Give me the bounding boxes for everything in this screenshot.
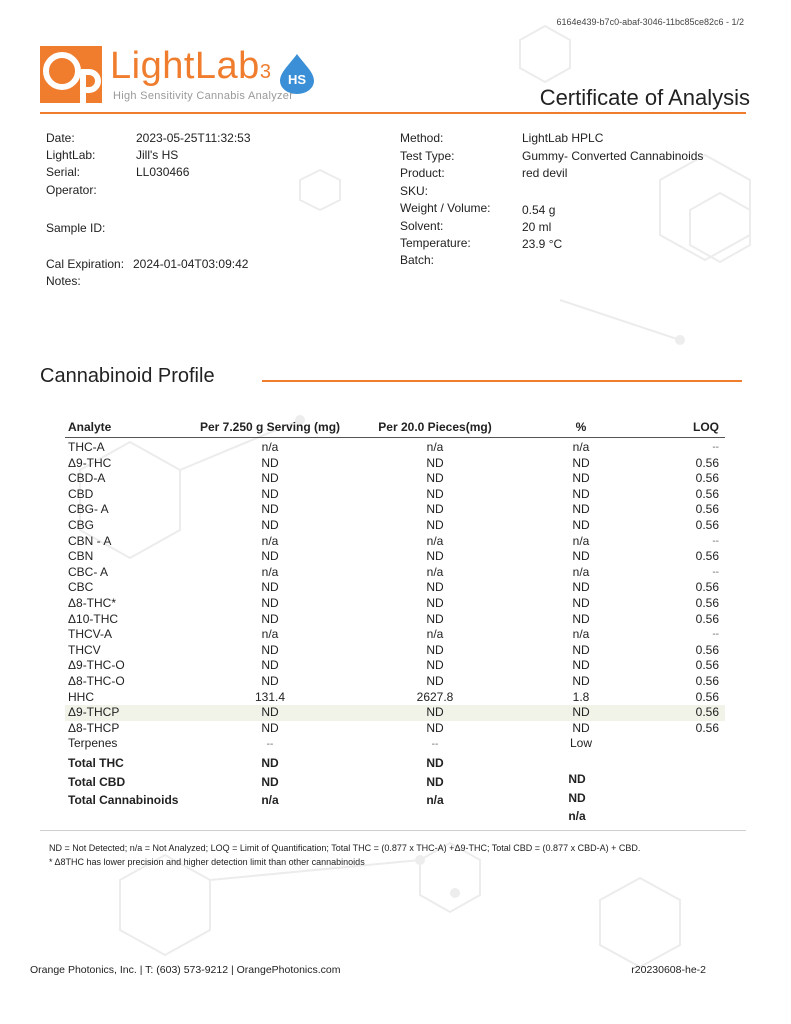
cell-loq: 0.56 <box>695 580 719 595</box>
header-serving: Per 7.250 g Serving (mg) <box>199 420 341 434</box>
total-cbd-pieces: ND <box>426 775 444 789</box>
header-analyte: Analyte <box>68 420 112 434</box>
cell-analyte: CBC <box>68 580 94 595</box>
cell-serving: n/a <box>261 440 279 454</box>
cell-loq: -- <box>712 442 719 453</box>
total-cannabinoids-label: Total Cannabinoids <box>68 793 179 807</box>
cell-analyte: THC-A <box>68 440 105 454</box>
table-body <box>65 440 725 752</box>
cell-serving: n/a <box>261 627 279 642</box>
date-value: 2023-05-25T11:32:53 <box>136 131 251 145</box>
cell-analyte: Δ9-THCP <box>68 705 120 720</box>
method-value: LightLab HPLC <box>522 131 604 145</box>
logo-tagline: High Sensitivity Cannabis Analyzer <box>113 90 294 102</box>
table-row <box>65 565 725 581</box>
cell-serving: ND <box>261 611 279 626</box>
total-cannabinoids-serving: n/a <box>261 793 279 807</box>
cell-analyte: Δ10-THC <box>68 611 119 626</box>
cell-serving: ND <box>261 580 279 595</box>
table-row <box>65 612 725 628</box>
cell-serving: ND <box>261 549 279 564</box>
cell-loq: 0.56 <box>695 642 719 657</box>
date-label: Date: <box>46 131 75 145</box>
cell-serving: -- <box>266 739 274 751</box>
cell-serving: 131.4 <box>254 689 286 704</box>
cell-loq: 0.56 <box>695 673 719 688</box>
solvent-value: 20 ml <box>522 220 552 234</box>
footnote-d8thc: * Δ8THC has lower precision and higher detection limit than other cannabinoids <box>49 857 365 867</box>
header-percent: % <box>575 420 587 434</box>
cell-percent: ND <box>572 705 590 720</box>
cell-serving: ND <box>261 642 279 657</box>
cell-percent: 1.8 <box>572 689 590 704</box>
header-pieces: Per 20.0 Pieces(mg) <box>378 420 492 434</box>
cell-pieces: ND <box>426 455 444 470</box>
cell-loq: -- <box>712 629 719 641</box>
cell-pieces: ND <box>426 720 444 735</box>
cell-loq: 0.56 <box>695 611 719 626</box>
table-row <box>65 549 725 565</box>
cell-analyte: Δ9-THC <box>68 455 112 470</box>
lightlab-label: LightLab: <box>46 148 96 162</box>
cell-analyte: THCV <box>68 642 101 657</box>
cell-serving: ND <box>261 517 279 532</box>
cell-analyte: CBC- A <box>68 564 109 579</box>
cell-analyte: Δ8-THC-O <box>68 673 125 688</box>
cell-pieces: ND <box>426 705 444 720</box>
footnote-divider <box>40 830 746 831</box>
logo-name-text: LightLab <box>110 45 260 87</box>
logo-name <box>110 44 271 94</box>
weight-label: Weight / Volume: <box>400 201 491 215</box>
cell-percent: ND <box>572 502 590 517</box>
cell-serving: n/a <box>261 564 279 579</box>
table-row <box>65 690 725 706</box>
table-row <box>65 456 725 472</box>
cell-analyte: Terpenes <box>68 736 118 751</box>
cell-pieces: ND <box>426 611 444 626</box>
cell-serving: ND <box>261 471 279 486</box>
cell-analyte: CBN - A <box>68 533 112 548</box>
cell-analyte: Δ8-THCP <box>68 720 120 735</box>
test-type-value: Gummy- Converted Cannabinoids <box>522 149 704 163</box>
cell-analyte: CBG <box>68 517 95 532</box>
page-title: Certificate of Analysis <box>539 85 750 110</box>
cell-percent: Low <box>569 736 593 751</box>
solvent-label: Solvent: <box>400 219 444 233</box>
cell-loq: -- <box>712 566 719 578</box>
cell-loq: 0.56 <box>695 471 719 486</box>
cell-serving: ND <box>261 595 279 610</box>
cal-expiration-label: Cal Expiration: <box>46 257 125 271</box>
table-row <box>65 471 725 487</box>
test-type-label: Test Type: <box>400 149 455 163</box>
cell-pieces: ND <box>426 673 444 688</box>
hs-drop-badge-icon <box>274 52 320 94</box>
cell-pieces: n/a <box>426 533 444 548</box>
cell-percent: ND <box>572 580 590 595</box>
cannabinoid-table <box>65 417 725 752</box>
cell-percent: ND <box>572 658 590 673</box>
table-row <box>65 674 725 690</box>
cell-loq: 0.56 <box>695 720 719 735</box>
table-row <box>65 502 725 518</box>
header-loq: LOQ <box>693 420 719 434</box>
orange-photonics-logo <box>40 46 102 103</box>
table-row <box>65 518 725 534</box>
total-cbd-serving: ND <box>261 775 279 789</box>
cell-percent: n/a <box>572 440 590 454</box>
cell-pieces: ND <box>426 502 444 517</box>
table-row <box>65 627 725 643</box>
cell-loq: 0.56 <box>695 689 719 704</box>
total-cbd-percent: ND <box>568 791 586 805</box>
cell-percent: ND <box>572 471 590 486</box>
cell-percent: ND <box>572 642 590 657</box>
cell-analyte: HHC <box>68 689 94 704</box>
cell-serving: ND <box>261 486 279 501</box>
header-divider <box>40 112 746 114</box>
cell-percent: n/a <box>572 564 590 579</box>
cell-serving: ND <box>261 720 279 735</box>
footer-revision-code: r20230608-he-2 <box>631 964 706 976</box>
product-label: Product: <box>400 166 445 180</box>
batch-label: Batch: <box>400 253 435 267</box>
table-row <box>65 487 725 503</box>
cell-loq: 0.56 <box>695 595 719 610</box>
cell-pieces: n/a <box>426 440 444 454</box>
cell-pieces: ND <box>426 595 444 610</box>
lightlab-value: Jill's HS <box>136 148 179 162</box>
total-thc-serving: ND <box>261 756 279 770</box>
weight-value: 0.54 g <box>522 203 556 217</box>
table-row <box>65 580 725 596</box>
cell-pieces: ND <box>426 517 444 532</box>
section-title: Cannabinoid Profile <box>40 365 215 387</box>
cell-analyte: CBG- A <box>68 502 109 517</box>
table-row <box>65 721 725 737</box>
cell-pieces: ND <box>426 471 444 486</box>
cell-analyte: CBD <box>68 486 94 501</box>
footnote-definitions: ND = Not Detected; n/a = Not Analyzed; LOQ = Limit of Quantification; Total THC = (0.877 x THC-A) +Δ9-THC; Total CBD = (0.877 x CBD-A) + CBD. <box>49 843 641 853</box>
logo-badge-text: HS <box>287 72 307 87</box>
table-header <box>65 417 725 438</box>
cell-serving: ND <box>261 673 279 688</box>
temperature-label: Temperature: <box>400 236 471 250</box>
notes-label: Notes: <box>46 274 81 288</box>
cell-serving: ND <box>261 705 279 720</box>
total-thc-percent: ND <box>568 772 586 786</box>
cell-loq: 0.56 <box>695 658 719 673</box>
total-thc-pieces: ND <box>426 756 444 770</box>
table-row <box>65 440 725 456</box>
total-cannabinoids-percent: n/a <box>568 809 586 823</box>
cell-analyte: THCV-A <box>68 627 113 642</box>
cell-loq: 0.56 <box>695 455 719 470</box>
logo-suffix: 3 <box>259 61 272 83</box>
cell-percent: ND <box>572 486 590 501</box>
cell-pieces: n/a <box>426 564 444 579</box>
serial-label: Serial: <box>46 165 81 179</box>
cell-pieces: -- <box>431 739 439 751</box>
temperature-value: 23.9 °C <box>522 237 563 251</box>
cell-percent: ND <box>572 611 590 626</box>
cell-percent: ND <box>572 517 590 532</box>
cell-percent: ND <box>572 673 590 688</box>
cell-percent: ND <box>572 595 590 610</box>
cell-pieces: n/a <box>426 627 444 642</box>
sku-label: SKU: <box>400 184 429 198</box>
sample-id-label: Sample ID: <box>46 221 106 235</box>
table-row <box>65 736 725 752</box>
operator-label: Operator: <box>46 183 97 197</box>
section-divider <box>262 380 742 382</box>
cell-pieces: ND <box>426 658 444 673</box>
cell-serving: ND <box>261 502 279 517</box>
cell-analyte: CBN <box>68 549 94 564</box>
cell-analyte: Δ9-THC-O <box>68 658 125 673</box>
total-cannabinoids-pieces: n/a <box>426 793 444 807</box>
cell-serving: ND <box>261 658 279 673</box>
cell-loq: 0.56 <box>695 502 719 517</box>
cell-pieces: ND <box>426 549 444 564</box>
cell-pieces: ND <box>426 580 444 595</box>
table-row <box>65 534 725 550</box>
cell-loq: 0.56 <box>695 517 719 532</box>
cal-expiration-value: 2024-01-04T03:09:42 <box>133 257 249 271</box>
cell-loq: -- <box>712 535 719 547</box>
table-row-highlighted <box>65 705 725 721</box>
cell-percent: ND <box>572 720 590 735</box>
cell-percent: n/a <box>572 627 590 642</box>
cell-percent: ND <box>572 455 590 470</box>
cell-serving: n/a <box>261 533 279 548</box>
serial-value: LL030466 <box>136 165 190 179</box>
method-label: Method: <box>400 131 444 145</box>
cell-percent: n/a <box>572 533 590 548</box>
cell-loq: 0.56 <box>695 486 719 501</box>
cell-loq: 0.56 <box>695 549 719 564</box>
cell-percent: ND <box>572 549 590 564</box>
cell-analyte: Δ8-THC* <box>68 595 117 610</box>
cell-serving: ND <box>261 455 279 470</box>
cell-analyte: CBD-A <box>68 471 106 486</box>
total-cbd-label: Total CBD <box>68 775 126 789</box>
table-row <box>65 643 725 659</box>
document-id: 6164e439-b7c0-abaf-3046-11bc85ce82c6 - 1/2 <box>556 17 744 27</box>
cell-pieces: 2627.8 <box>416 689 454 704</box>
table-row <box>65 658 725 674</box>
total-thc-label: Total THC <box>68 756 124 770</box>
cell-pieces: ND <box>426 642 444 657</box>
cell-pieces: ND <box>426 486 444 501</box>
table-row <box>65 596 725 612</box>
footer-company-info: Orange Photonics, Inc. | T: (603) 573-9212 | OrangePhotonics.com <box>30 964 341 976</box>
product-value: red devil <box>522 166 568 180</box>
cell-loq: 0.56 <box>695 705 719 720</box>
